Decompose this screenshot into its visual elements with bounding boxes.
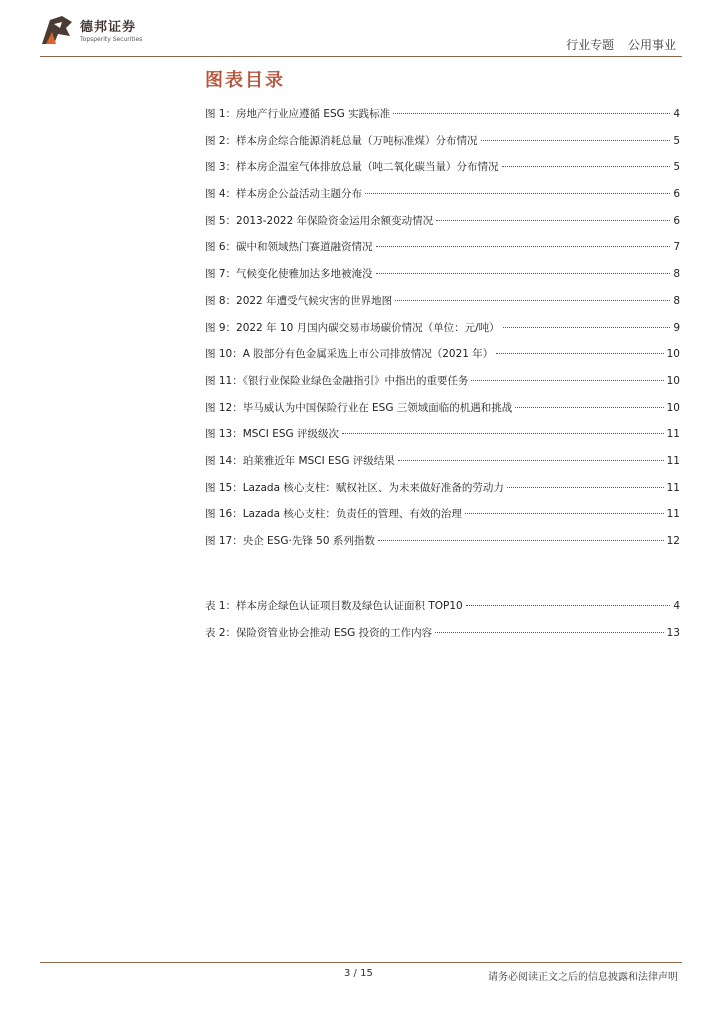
dot-leader: [515, 407, 663, 408]
toc-entry[interactable]: [205, 346, 680, 373]
entry-page: 12: [666, 535, 680, 547]
dot-leader: [376, 246, 671, 247]
entry-label: 图 10：A 股部分有色金属采选上市公司排放情况（2021 年）: [205, 348, 494, 361]
entry-page: 11: [666, 454, 680, 467]
sector-label: 公用事业: [627, 38, 676, 52]
page-title: 图表目录: [205, 70, 285, 91]
figure-list: [205, 106, 680, 560]
entry-label: 图 6：碳中和领域热门赛道融资情况: [205, 241, 373, 254]
header-divider: [40, 56, 682, 57]
entry-label: 图 16：Lazada 核心支柱：负责任的管理、有效的治理: [205, 508, 462, 521]
page-header: [0, 0, 724, 62]
entry-label: 表 2：保险资管业协会推动 ESG 投资的工作内容: [205, 626, 433, 639]
dot-leader: [471, 380, 663, 381]
entry-label: 图 14：珀莱雅近年 MSCI ESG 评级结果: [205, 454, 395, 467]
entry-label: 图 2：样本房企综合能源消耗总量（万吨标准煤）分布情况: [205, 134, 478, 147]
entry-page: 6: [673, 188, 680, 201]
entry-page: 5: [673, 134, 680, 147]
toc-entry[interactable]: [205, 480, 680, 507]
entry-page: 11: [666, 428, 680, 441]
dot-leader: [503, 327, 671, 328]
dot-leader: [365, 193, 670, 194]
entry-label: 图 8：2022 年遭受气候灾害的世界地图: [205, 294, 393, 307]
entry-label: 图 15：Lazada 核心支柱：赋权社区、为未来做好准备的劳动力: [205, 481, 504, 494]
entry-label: 图 1：房地产行业应遵循 ESG 实践标准: [205, 108, 391, 120]
entry-label: 图 12：毕马威认为中国保险行业在 ESG 三领域面临的机遇和挑战: [205, 401, 513, 414]
dot-leader: [395, 300, 670, 301]
dot-leader: [393, 113, 670, 114]
brand-name-en: Topsperity Securities: [80, 36, 143, 43]
toc-entry[interactable]: [205, 400, 680, 427]
entry-page: 8: [673, 268, 680, 281]
toc-entry[interactable]: [205, 186, 680, 213]
dot-leader: [507, 487, 664, 488]
brand-logo-icon: [40, 14, 76, 48]
header-category: [556, 36, 676, 53]
entry-label: 图 5：2013-2022 年保险资金运用余额变动情况: [205, 214, 434, 227]
toc-entry[interactable]: [205, 506, 680, 533]
toc-entry[interactable]: [205, 293, 680, 320]
entry-label: 图 7：气候变化使雅加达多地被淹没: [205, 268, 373, 281]
entry-label: 表 1：样本房企绿色认证项目数及绿色认证面积 TOP10: [205, 600, 463, 612]
toc-entry[interactable]: [205, 133, 680, 160]
entry-label: 图 4：样本房企公益活动主题分布: [205, 188, 363, 201]
entry-page: 7: [673, 241, 680, 254]
toc-entry[interactable]: [205, 373, 680, 400]
entry-page: 4: [673, 600, 680, 612]
toc-entry[interactable]: [205, 159, 680, 186]
dot-leader: [435, 632, 663, 633]
entry-page: 13: [666, 626, 680, 639]
entry-page: 11: [666, 481, 680, 494]
entry-label: 图 9：2022 年 10 月国内碳交易市场碳价情况（单位：元/吨）: [205, 321, 500, 334]
toc-entry[interactable]: [205, 239, 680, 266]
toc-entry[interactable]: [205, 320, 680, 347]
disclaimer-text: 请务必阅读正文之后的信息披露和法律声明: [488, 972, 678, 983]
entry-page: 10: [666, 374, 680, 387]
entry-label: 图 3：样本房企温室气体排放总量（吨二氧化碳当量）分布情况: [205, 161, 499, 174]
toc-entry[interactable]: [205, 106, 680, 133]
entry-page: 11: [666, 508, 680, 521]
entry-label: 图 17：央企 ESG·先锋 50 系列指数: [205, 535, 375, 547]
toc-entry[interactable]: [205, 598, 680, 625]
dot-leader: [466, 605, 671, 606]
toc-entry[interactable]: [205, 426, 680, 453]
entry-label: 图 11：《银行业保险业绿色金融指引》中指出的重要任务: [205, 374, 469, 387]
brand-name-cn: 德邦证券: [80, 20, 137, 35]
toc-entry[interactable]: [205, 213, 680, 240]
table-list: [205, 598, 680, 651]
entry-label: 图 13：MSCI ESG 评级级次: [205, 428, 339, 441]
dot-leader: [398, 460, 664, 461]
dot-leader: [376, 273, 671, 274]
dot-leader: [481, 140, 671, 141]
footer-divider: [40, 962, 682, 963]
entry-page: 10: [666, 401, 680, 414]
entry-page: 6: [673, 214, 680, 227]
dot-leader: [342, 433, 664, 434]
entry-page: 10: [666, 348, 680, 361]
toc-entry[interactable]: [205, 453, 680, 480]
page-number: 3 / 15: [344, 968, 373, 979]
dot-leader: [465, 513, 664, 514]
dot-leader: [502, 166, 671, 167]
entry-page: 4: [673, 108, 680, 120]
industry-topic-label: 行业专题: [566, 38, 615, 52]
entry-page: 9: [673, 321, 680, 334]
dot-leader: [378, 540, 664, 541]
toc-entry[interactable]: [205, 533, 680, 560]
dot-leader: [496, 353, 663, 354]
entry-page: 8: [673, 294, 680, 307]
entry-page: 5: [673, 161, 680, 174]
toc-entry[interactable]: [205, 625, 680, 652]
brand-logo: [40, 14, 150, 50]
dot-leader: [436, 220, 670, 221]
toc-entry[interactable]: [205, 266, 680, 293]
